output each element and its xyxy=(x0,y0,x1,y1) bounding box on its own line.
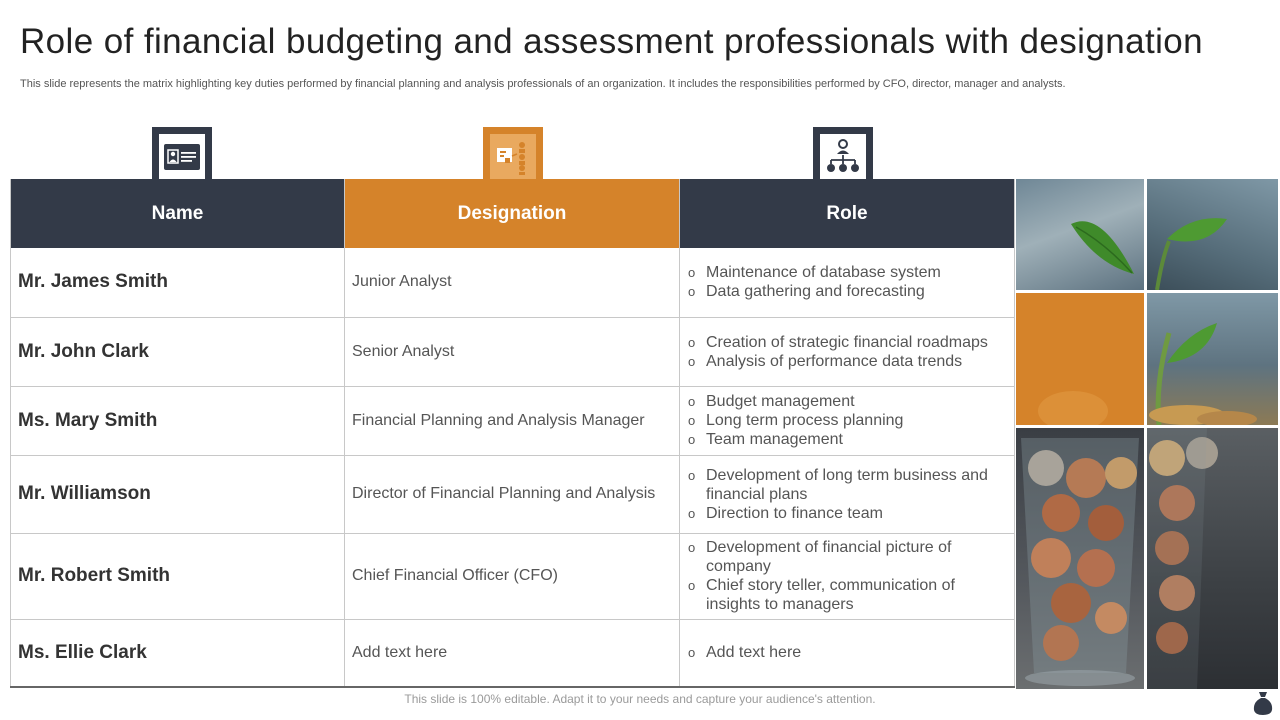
person-designation: Junior Analyst xyxy=(345,248,680,317)
table-row xyxy=(11,619,1015,687)
column-header-role: Role xyxy=(680,179,1015,248)
person-name: Mr. Williamson xyxy=(11,455,345,533)
role-item: o Chief story teller, communication of insights to managers xyxy=(688,576,1006,614)
person-designation: Director of Financial Planning and Analysis xyxy=(345,455,680,533)
column-header-name: Name xyxy=(11,179,345,248)
role-item: o Long term process planning xyxy=(688,411,1006,430)
table-row xyxy=(11,248,1015,317)
table-header-row xyxy=(11,179,1015,248)
person-roles xyxy=(680,533,1015,619)
plant-photo-tile xyxy=(1147,179,1278,290)
coins-image xyxy=(1016,428,1144,689)
role-item: o Data gathering and forecasting xyxy=(688,282,1006,301)
presentation-people-icon xyxy=(493,137,533,177)
role-item: o Team management xyxy=(688,430,1006,449)
coins-image xyxy=(1147,428,1278,689)
table-row xyxy=(11,386,1015,455)
person-roles xyxy=(680,317,1015,386)
person-designation: Senior Analyst xyxy=(345,317,680,386)
plant-photo-tile xyxy=(1016,179,1144,290)
coin-jar-photo-tile xyxy=(1016,428,1144,689)
leaf-image xyxy=(1147,179,1278,290)
column-header-designation: Designation xyxy=(345,179,680,248)
person-roles xyxy=(680,619,1015,687)
role-item: o Development of financial picture of company xyxy=(688,538,1006,576)
page-subtitle: This slide represents the matrix highlighting key duties performed by financial planning and analysis professionals of an organization. It includes the responsibilities performed by CFO, director, manager and analysts. xyxy=(20,78,1066,90)
coin-jar-photo-tile xyxy=(1147,428,1278,689)
person-roles xyxy=(680,248,1015,317)
page-title: Role of financial budgeting and assessment professionals with designation xyxy=(20,22,1203,61)
person-roles xyxy=(680,455,1015,533)
footer-note: This slide is 100% editable. Adapt it to your needs and capture your audience's attention. xyxy=(404,692,876,706)
person-name: Mr. James Smith xyxy=(11,248,345,317)
person-name: Mr. Robert Smith xyxy=(11,533,345,619)
role-item: o Development of long term business and financial plans xyxy=(688,466,1006,504)
id-card-icon xyxy=(163,143,201,171)
role-item: o Maintenance of database system xyxy=(688,263,1006,282)
table-row xyxy=(11,533,1015,619)
role-item: o Budget management xyxy=(688,392,1006,411)
person-name: Ms. Mary Smith xyxy=(11,386,345,455)
person-roles xyxy=(680,386,1015,455)
role-item: o Analysis of performance data trends xyxy=(688,352,1006,371)
person-designation: Financial Planning and Analysis Manager xyxy=(345,386,680,455)
leaf-image xyxy=(1016,179,1144,290)
money-bag-icon xyxy=(1252,690,1274,720)
photo-collage xyxy=(1016,179,1278,689)
person-designation: Add text here xyxy=(345,619,680,687)
role-item: o Add text here xyxy=(688,643,1006,662)
person-name: Ms. Ellie Clark xyxy=(11,619,345,687)
table-row xyxy=(11,455,1015,533)
org-chart-icon xyxy=(823,137,863,177)
plant-photo-tile xyxy=(1147,293,1278,425)
person-name: Mr. John Clark xyxy=(11,317,345,386)
orange-accent-tile xyxy=(1016,293,1144,425)
person-designation: Chief Financial Officer (CFO) xyxy=(345,533,680,619)
role-item: o Creation of strategic financial roadmaps xyxy=(688,333,1006,352)
table-row xyxy=(11,317,1015,386)
roles-matrix-table xyxy=(10,179,1015,688)
role-item: o Direction to finance team xyxy=(688,504,1006,523)
sprout-image xyxy=(1147,293,1278,425)
